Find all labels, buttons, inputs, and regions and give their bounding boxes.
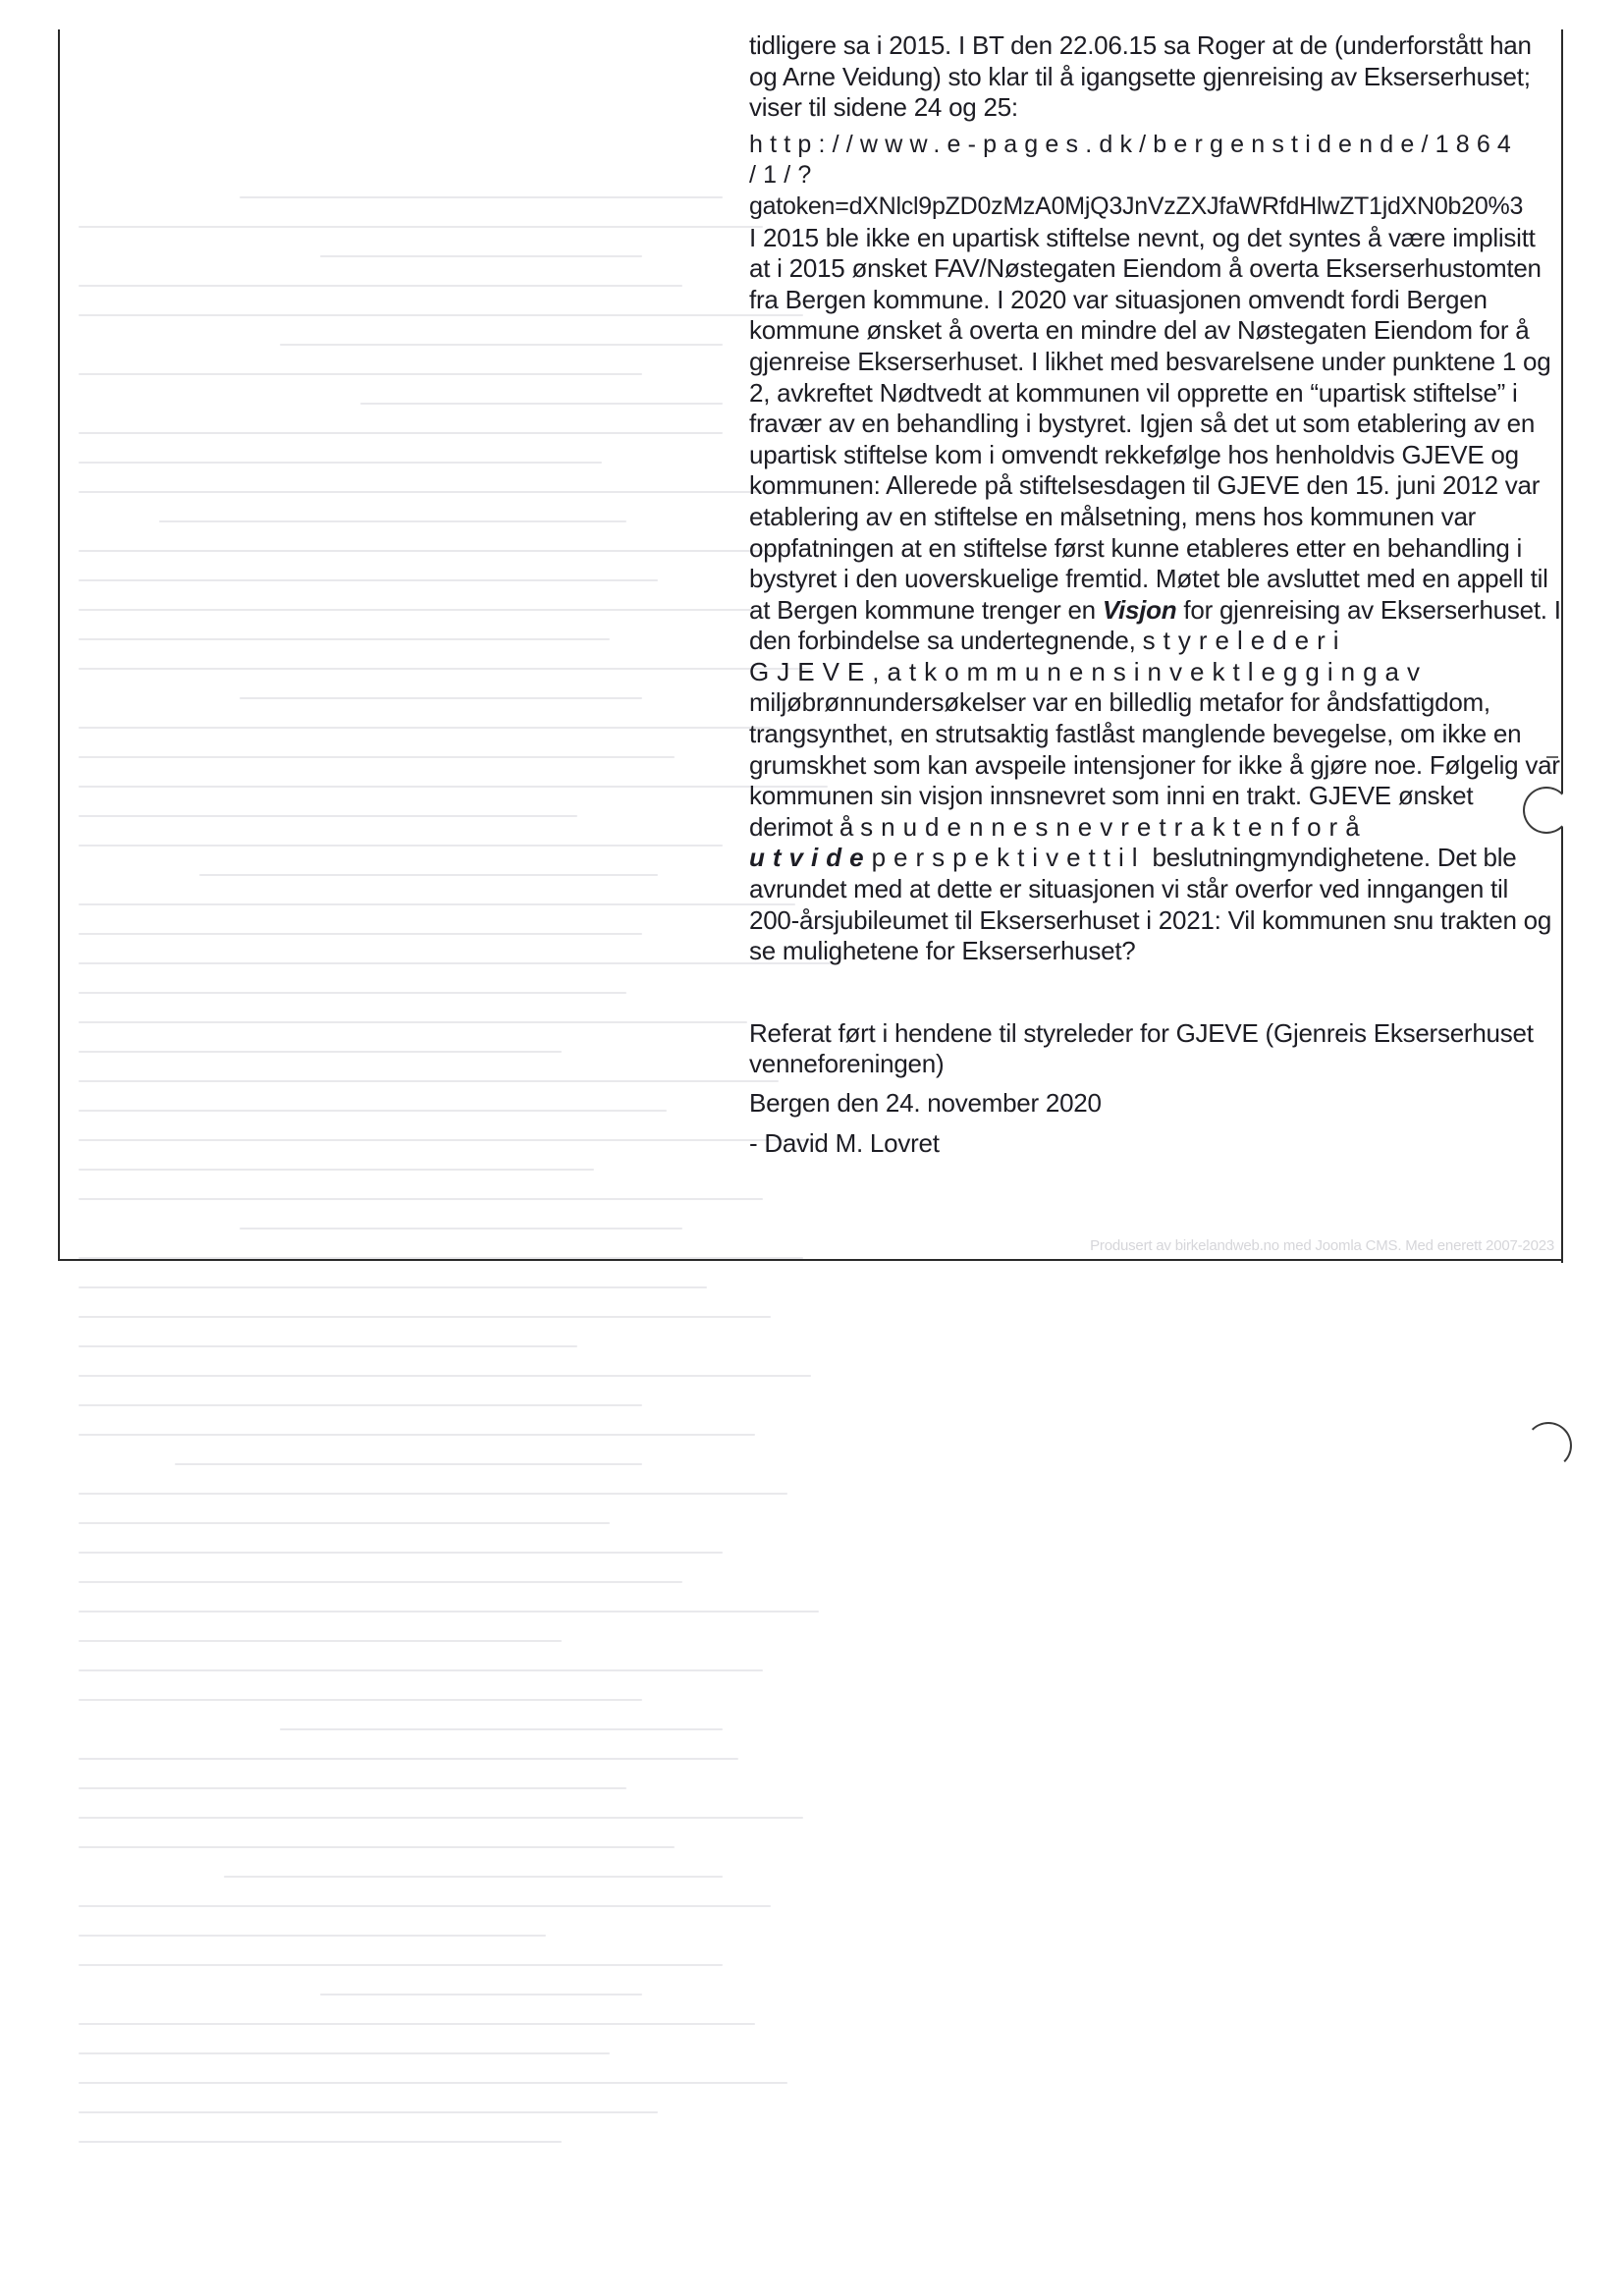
signature-note: Referat ført i hendene til styreleder for GJEVE (Gjenreis Ekserserhuset venneforeningen) [749,1017,1534,1079]
punch-hole-icon [1525,1422,1572,1469]
newspaper-link[interactable] [749,130,1562,223]
url-line-3: gatoken=dXNlcl9pZD0zMzA0MjQ3JnVzZXJfaWRfdHlwZT1jdXN0b20%3 [749,191,1524,220]
paragraph-meeting-summary [749,223,1562,967]
summary-text-a: I 2015 ble ikke en upartisk stiftelse nevnt, og det syntes å være implisitt at i 2015 ønsket FAV/Nøstegaten Eiendom å overta Ekserserhustomten fra Bergen kommune. I 2020 var situasjonen omvendt fordi Bergen kommune ønsket å overta en mindre del av Nøstegaten Eiendom for å gjenreise Ekserserhuset. I likhet med besvarelsene under punktene 1 og 2, avkreftet Nødtvedt at kommunen vil opprette en “upartisk stiftelse” i fravær av en behandling i bystyret. Igjen så det ut som etablering av en upartisk stiftelse kom i omvendt rekkefølge hos henholdvis GJEVE og kommunen: Allerede på stiftelsesdagen til GJEVE den 15. juni 2012 var etablering av en stiftelse en målsetning, mens hos kommunen var oppfatningen at en stiftelse først kunne etableres etter en behandling i bystyret i den uoverskuelige fremtid. Møtet ble avsluttet med en appell til at Bergen kommune trenger en [749,222,1551,625]
spaced-text-1: styrelederi GJEVE,atkommunensinvektleggingav [749,626,1429,686]
author-line: - David M. Lovret [749,1127,940,1158]
url-line-2: /1/? [749,161,819,190]
spaced-text-3: perspektivettil [871,843,1146,873]
date-line: Bergen den 24. november 2020 [749,1088,1102,1118]
spaced-text-2: snudennesnevretraktenforå [860,811,1368,842]
punch-hole-icon [1523,787,1570,834]
summary-text-b: for gjenreising av Ekserserhuset. I den forbindelse sa undertegnende, [749,594,1561,656]
document-text [749,30,1562,1159]
emphasis-visjon: Visjon [1102,594,1177,625]
scan-mark [1546,756,1558,764]
paragraph-intro: tidligere sa i 2015. I BT den 22.06.15 sa Roger at de (underforstått han og Arne Veidung) sto klar til å igangsette gjenreising av Ekserserhuset; viser til sidene 24 og 25: [749,30,1532,123]
summary-text-c: miljøbrønnundersøkelser var en billedlig metafor for åndsfattigdom, trangsynthet, en strutsaktig fastlåst manglende bevegelse, om ikke en grumskhet som kan avspeile intensjoner for ikke å gjøre noe. Følgelig var kommunen sin visjon innsnevret som inni en trakt. GJEVE ønsket derimot å [749,687,1560,842]
footer-credit: Produsert av birkelandweb.no med Joomla CMS. Med enerett 2007-2023 [1090,1237,1554,1254]
emphasis-utvide: utvide [749,843,872,873]
summary-text-d: beslutningmyndighetene. Det ble avrundet med at dette er situasjonen vi står overfor ved inngangen til 200-årsjubileumet til Ekserserhuset i 2021: Vil kommunen snu trakten og se mulighetene for Ekserserhuset? [749,843,1552,966]
url-line-1: http://www.e-pages.dk/bergenstidende/1864 [749,130,1519,158]
frame-left-border [58,29,60,1261]
